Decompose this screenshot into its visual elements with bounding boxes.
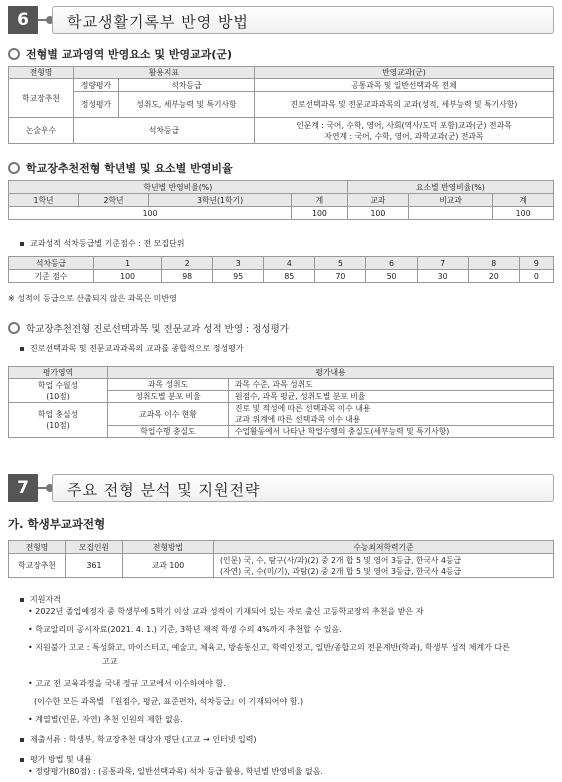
- qualification-item-cont: 고교: [102, 657, 118, 666]
- qualification-item: • 계열별(인문, 자연) 추천 인원의 제한 없음.: [28, 715, 183, 724]
- qualification-item: • 지원불가 고교 : 특성화고, 마이스터고, 예술고, 체육고, 방송통신고, 학력인정고, 일반/종합고의 전문계반(학과), 학생부 성적 체계가 다른: [28, 643, 510, 652]
- subheading-subject-area: 전형별 교과영역 반영요소 및 반영교과(군): [8, 46, 232, 62]
- qualification-item: • 고교 전 교육과정을 국내 정규 고교에서 이수하여야 함.: [28, 679, 226, 688]
- bullet-evaluation: 평가 방법 및 내용: [20, 754, 92, 765]
- qualification-item: • 2022년 졸업예정자 중 학생부에 5학기 이상 교과 성적이 기재되어 있는 자로 출신 고등학교장의 추천을 받은 자: [28, 607, 424, 616]
- circle-bullet-icon: [8, 322, 20, 334]
- bullet-qualitative: 진로선택과목 및 전문교과과목의 교과를 종합적으로 정성평가: [20, 343, 244, 354]
- subheading-ratio: 학교장추천전형 학년별 및 요소별 반영비율: [8, 160, 233, 176]
- admission-table: 전형명 모집인원 전형방법 수능최저학력기준 학교장추천 361 교과 100 (인문) 국, 수, 탐구(사/과)(2) 중 2개 합 5 및 영어 3등급, 한국사 4등급 (자연) 국, 수(미/기), 과탐(2) 중 2개 합 5 및 영어 3등급, 한국사 4등급: [8, 540, 554, 578]
- ratio-table: 학년별 반영비율(%) 요소별 반영비율(%) 1학년 2학년 3학년(1학기) 계 교과 비교과 계 100 100 100 100: [8, 180, 554, 220]
- section-title: 학교생활기록부 반영 방법: [67, 13, 249, 31]
- evaluation-area-table: 평가영역 평가내용 학업 수월성 (10점) 과목 성취도 과목 수준, 과목 성취도 성취도별 분포 비율 원점수, 과목 평균, 성취도별 분포 비율 학업 충실성 (10점) 교과목 이수 현황 진로 및 적성에 따른 선택과목 이수 내용 교과 위계에 따른 선택과목 이수 내용 학업수행 충실도 수업활동에서 나타난 학업수행의 충실도(세부능력 및 특기사항): [8, 366, 554, 438]
- qualification-item-note: (이수한 모든 과목별 『원점수, 평균, 표준편차, 석차등급』이 기재되어야 함.): [34, 697, 304, 706]
- section-6-banner: [8, 6, 554, 34]
- circle-bullet-icon: [8, 162, 20, 174]
- subheading-qualitative: 학교장추천전형 진로선택과목 및 전문교과 성적 반영 : 정성평가: [8, 321, 289, 335]
- section-number: 6: [8, 6, 38, 34]
- qualification-item: • 학교알리미 공시자료(2021. 4. 1.) 기준, 3학년 재적 학생 수의 4%까지 추천할 수 있음.: [28, 625, 342, 634]
- section-7-banner: [8, 474, 554, 502]
- circle-bullet-icon: [8, 48, 20, 60]
- bullet-grade-score: 교과성적 석차등급별 기준점수 : 전 모집단위: [20, 238, 185, 249]
- note-unreflected: ※ 성적이 등급으로 산출되지 않은 과목은 미반영: [8, 294, 177, 303]
- subsection-heading: 가. 학생부교과전형: [8, 517, 106, 531]
- subject-reflection-table: 전형명 활용지표 반영교과(군) 학교장추천 정량평가 석차등급 공통과목 및 일반선택과목 전체 정성평가 성취도, 세부능력 및 특기사항 진로선택과목 및 전문교과과목의 교과(성적, 세부능력 및 특기사항) 논술우수 석차등급 인문계 : 국어, 수학, 영어, 사회(역사/도덕 포함)교과(군) 전과목 자연계 : 국어, 수학, 영어, 과학교과(군) 전과목: [8, 66, 554, 144]
- section-title: 주요 전형 분석 및 지원전략: [67, 481, 261, 499]
- section-number: 7: [8, 474, 38, 502]
- evaluation-item: • 정량평가(80점) : (공통과목, 일반선택과목) 석차 등급 활용, 학년별 반영비율 없음.: [28, 767, 323, 776]
- bullet-documents: 제출서류 : 학생부, 학교장추천 대상자 명단 (고교 → 인터넷 입력): [20, 734, 257, 745]
- bullet-qualification: 지원자격: [20, 594, 61, 605]
- grade-score-table: 석차등급 1 2 3 4 5 6 7 8 9 기준 점수 100 98 95 85 70 50 30 20 0: [8, 256, 554, 283]
